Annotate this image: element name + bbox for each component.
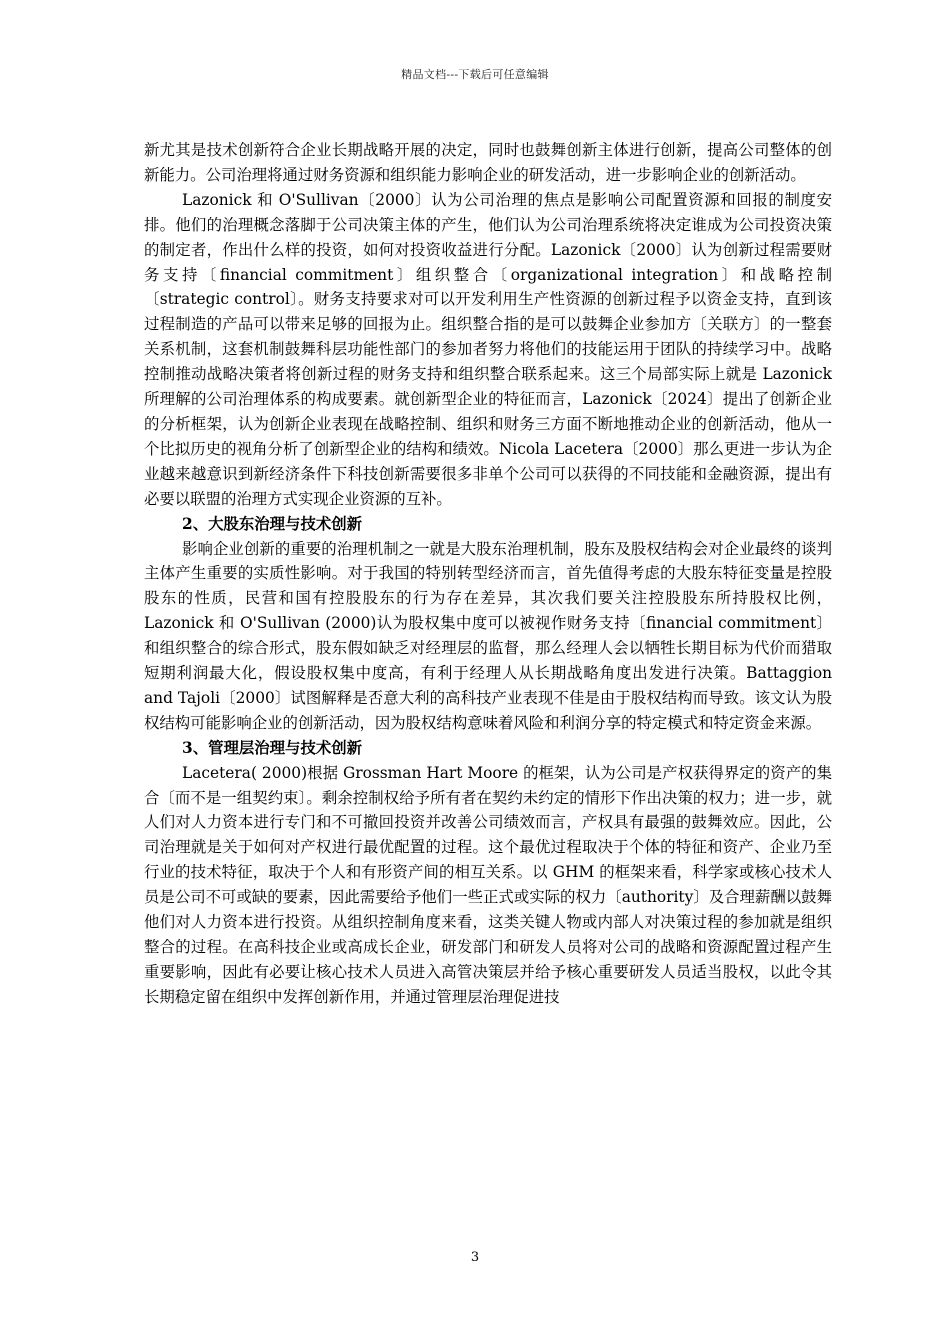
- paragraph-lazonick: Lazonick 和 O'Sullivan〔2000〕认为公司治理的焦点是影响公司配置资源和回报的制度安排。他们的治理概念落脚于公司决策主体的产生，他们认为公司治理系统将决定谁成为公司投资决策的制定者，作出什么样的投资，如何对投资收益进行分配。Lazonick〔2000〕认为创新过程需要财务支持〔financial commitment〕组织整合〔organizational integration〕和战略控制〔strategic control〕。财务支持要求对可以开发利用生产性资源的创新过程予以资金支持，直到该过程制造的产品可以带来足够的回报为止。组织整合指的是可以鼓舞企业参加方〔关联方〕的一整套关系机制，这套机制鼓舞科层功能性部门的参加者努力将他们的技能运用于团队的持续学习中。战略控制推动战略决策者将创新过程的财务支持和组织整合联系起来。这三个局部实际上就是 Lazonick 所理解的公司治理体系的构成要素。就创新型企业的特征而言，Lazonick〔2024〕提出了创新企业的分析框架，认为创新企业表现在战略控制、组织和财务三方面不断地推动企业的创新活动，他从一个比拟历史的视角分析了创新型企业的结构和绩效。Nicola Lacetera〔2000〕那么更进一步认为企业越来越意识到新经济条件下科技创新需要很多非单个公司可以获得的不同技能和金融资源，提出有必要以联盟的治理方式实现企业资源的互补。: [144, 190, 832, 508]
- section-heading-major-shareholder: 2、大股东治理与技术创新: [182, 514, 363, 533]
- page-number: 3: [470, 1250, 480, 1265]
- page-header: 精品文档---下载后可任意编辑: [401, 68, 549, 81]
- paragraph-management: Lacetera( 2000)根据 Grossman Hart Moore 的框架，认为公司是产权获得界定的资产的集合〔而不是一组契约束〕。剩余控制权给予所有者在契约未约定的情形下作出决策的权力；进一步，就人们对人力资本进行专门和不可撤回投资并改善公司绩效而言，产权具有最强的鼓舞效应。因此，公司治理就是关于如何对产权进行最优配置的过程。这个最优过程取决于个体的特征和资产、企业乃至行业的技术特征，取决于个人和有形资产间的相互关系。以 GHM 的框架来看，科学家或核心技术人员是公司不可或缺的要素，因此需要给予他们一些正式或实际的权力〔authority〕及合理薪酬以鼓舞他们对人力资本进行投资。从组织控制角度来看，这类关键人物或内部人对决策过程的参加就是组织整合的过程。在高科技企业或高成长企业，研发部门和研发人员将对公司的战略和资源配置过程产生重要影响，因此有必要让核心技术人员进入高管决策层并给予核心重要研发人员适当股权，以此令其长期稳定留在组织中发挥创新作用，并通过管理层治理促进技: [144, 763, 832, 1006]
- section-heading-management: 3、管理层治理与技术创新: [182, 738, 363, 757]
- document-body: [144, 138, 832, 1010]
- paragraph-continuation: 新尤其是技术创新符合企业长期战略开展的决定，同时也鼓舞创新主体进行创新，提高公司整体的创新能力。公司治理将通过财务资源和组织能力影响企业的研发活动，进一步影响企业的创新活动。: [144, 141, 832, 184]
- paragraph-major-shareholder: 影响企业创新的重要的治理机制之一就是大股东治理机制，股东及股权结构会对企业最终的谈判主体产生重要的实质性影响。对于我国的特别转型经济而言，首先值得考虑的大股东特征变量是控股股东的性质，民营和国有控股股东的行为存在差异，其次我们要关注控股股东所持股权比例，Lazonick 和 O'Sullivan (2000)认为股权集中度可以被视作财务支持〔financial commitment〕和组织整合的综合形式，股东假如缺乏对经理层的监督，那么经理人会以牺牲长期目标为代价而猎取短期利润最大化，假设股权集中度高，有利于经理人从长期战略角度出发进行决策。Battaggion and Tajoli〔2000〕试图解释是否意大利的高科技产业表现不佳是由于股权结构而导致。该文认为股权结构可能影响企业的创新活动，因为股权结构意味着风险和利润分享的特定模式和特定资金来源。: [144, 539, 832, 732]
